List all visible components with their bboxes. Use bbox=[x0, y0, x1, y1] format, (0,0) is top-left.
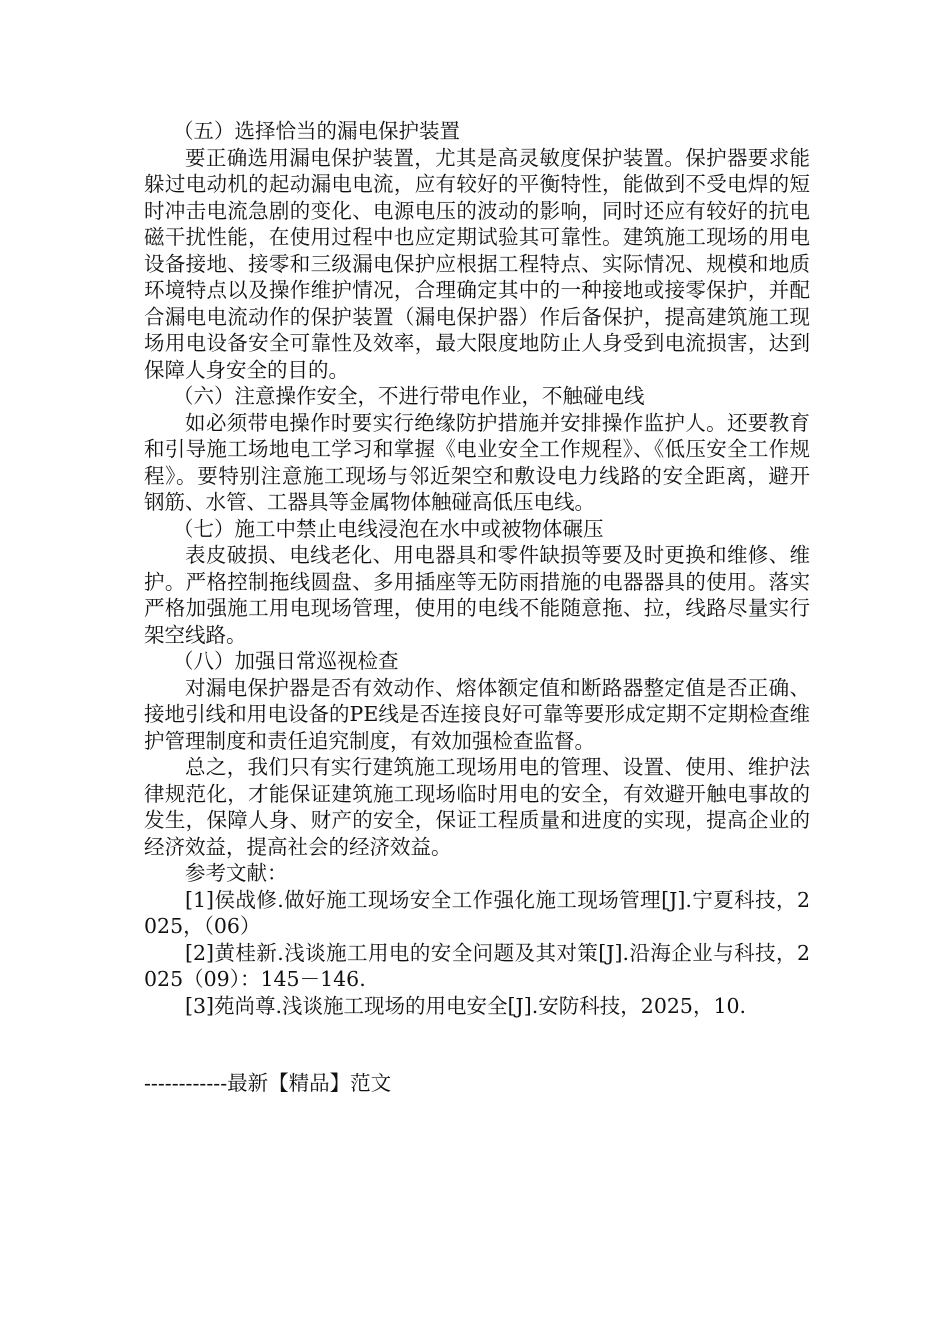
references-title: 参考文献： bbox=[185, 861, 288, 885]
section-8-paragraph: 对漏电保护器是否有效动作、熔体额定值和断路器整定值是否正确、接地引线和用电设备的PE线是否连接良好可靠等要形成定期不定期检查维护管理制度和责任追究制度，有效加强检查监督。 bbox=[144, 675, 810, 753]
reference-item-1: [1]侯战修.做好施工现场安全工作强化施工现场管理[J].宁夏科技，2025，（06） bbox=[144, 887, 810, 938]
section-heading-7: （七）施工中禁止电线浸泡在水中或被物体碾压 bbox=[173, 516, 604, 541]
conclusion-paragraph: 总之，我们只有实行建筑施工现场用电的管理、设置、使用、维护法律规范化，才能保证建筑施工现场临时用电的安全，有效避开触电事故的发生，保障人身、财产的安全，保证工程质量和进度的实现，提高企业的经济效益，提高社会的经济效益。 bbox=[144, 755, 810, 859]
section-heading-8: （八）加强日常巡视检查 bbox=[173, 649, 399, 673]
reference-item-3: [3]苑尚尊.浅谈施工现场的用电安全[J].安防科技，2025，10. bbox=[185, 993, 747, 1018]
section-heading-5: （五）选择恰当的漏电保护装置 bbox=[173, 119, 460, 143]
footer-tagline: ------------最新【精品】范文 bbox=[144, 1071, 392, 1095]
section-6-paragraph: 如必须带电操作时要实行绝缘防护措施并安排操作监护人。还要教育和引导施工场地电工学习和掌握《电业安全工作规程》、《低压安全工作规程》。要特别注意施工现场与邻近架空和敷设电力线路的安全距离，避开钢筋、水管、工器具等金属物体触碰高低压电线。 bbox=[144, 410, 810, 514]
section-5-paragraph: 要正确选用漏电保护装置，尤其是高灵敏度保护装置。保护器要求能躲过电动机的起动漏电电流，应有较好的平衡特性，能做到不受电焊的短时冲击电流急剧的变化、电源电压的波动的影响，同时还应有较好的抗电磁干扰性能，在使用过程中也应定期试验其可靠性。建筑施工现场的用电设备接地、接零和三级漏电保护应根据工程特点、实际情况、规模和地质环境特点以及操作维护情况，合理确定其中的一种接地或接零保护，并配合漏电电流动作的保护装置（漏电保护器）作后备保护，提高建筑施工现场用电设备安全可靠性及效率，最大限度地防止人身受到电流损害，达到保障人身安全的目的。 bbox=[144, 145, 810, 382]
reference-item-2: [2]黄桂新.浅谈施工用电的安全问题及其对策[J].沿海企业与科技，2025（09）：145－146. bbox=[144, 940, 810, 991]
section-heading-6: （六）注意操作安全，不进行带电作业，不触碰电线 bbox=[173, 384, 645, 408]
section-7-paragraph: 表皮破损、电线老化、用电器具和零件缺损等要及时更换和维修、维护。严格控制拖线圆盘、多用插座等无防雨措施的电器器具的使用。落实严格加强施工用电现场管理，使用的电线不能随意拖、拉，线路尽量实行架空线路。 bbox=[144, 543, 810, 647]
document-body bbox=[144, 118, 810, 1019]
